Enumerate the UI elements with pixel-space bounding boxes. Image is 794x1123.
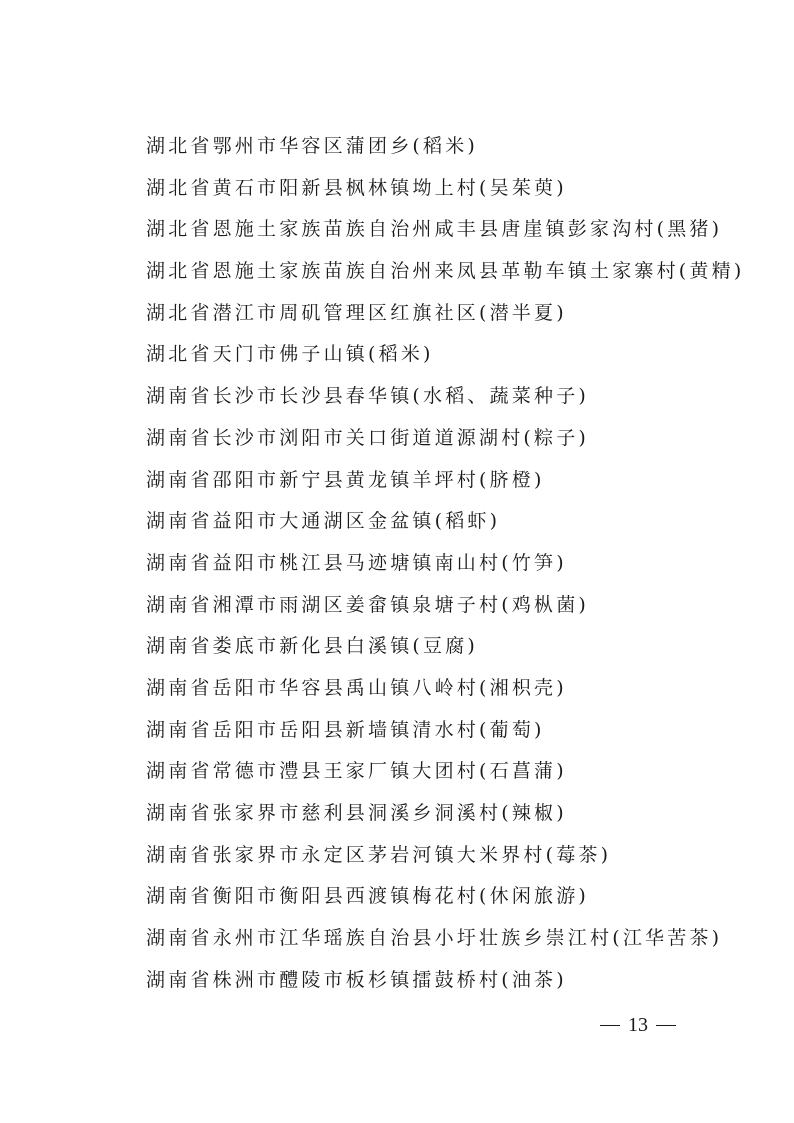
list-item: 湖南省衡阳市衡阳县西渡镇梅花村(休闲旅游)	[146, 885, 590, 908]
list-item: 湖南省岳阳市岳阳县新墙镇清水村(葡萄)	[146, 718, 545, 741]
list-item: 湖北省恩施土家族苗族自治州来凤县革勒车镇土家寨村(黄精)	[146, 260, 745, 283]
list-item: 湖北省鄂州市华容区蒲团乡(稻米)	[146, 135, 479, 157]
page-footer	[598, 1010, 678, 1040]
list-item: 湖南省湘潭市雨湖区姜畲镇泉塘子村(鸡枞菌)	[146, 593, 590, 616]
list-item: 湖南省邵阳市新宁县黄龙镇羊坪村(脐橙)	[146, 468, 545, 491]
list-item: 湖南省永州市江华瑶族自治县小圩壮族乡崇江村(江华苦茶)	[146, 927, 723, 950]
footer-dash-right	[656, 1025, 676, 1026]
page-number: 13	[628, 1013, 648, 1036]
list-item: 湖南省常德市澧县王家厂镇大团村(石菖蒲)	[146, 760, 567, 783]
list-item: 湖北省潜江市周矶管理区红旗社区(潜半夏)	[146, 301, 567, 324]
list-item: 湖南省张家界市慈利县洞溪乡洞溪村(辣椒)	[146, 802, 567, 824]
list-item: 湖北省恩施土家族苗族自治州咸丰县唐崖镇彭家沟村(黑猪)	[146, 218, 723, 241]
list-item: 湖南省张家界市永定区茅岩河镇大米界村(莓茶)	[146, 843, 612, 866]
list-item: 湖南省长沙市长沙县春华镇(水稻、蔬菜种子)	[146, 385, 590, 408]
list-item: 湖南省岳阳市华容县禹山镇八岭村(湘枳壳)	[146, 676, 567, 699]
list-item: 湖南省长沙市浏阳市关口街道道源湖村(粽子)	[146, 426, 590, 449]
list-item: 湖南省娄底市新化县白溪镇(豆腐)	[146, 635, 479, 658]
list-item: 湖北省天门市佛子山镇(稻米)	[146, 343, 434, 366]
village-entry-list	[146, 129, 766, 1004]
list-item: 湖北省黄石市阳新县枫林镇坳上村(吴茱萸)	[146, 176, 567, 199]
list-item: 湖南省益阳市桃江县马迹塘镇南山村(竹笋)	[146, 551, 567, 574]
list-item: 湖南省株洲市醴陵市板杉镇擂鼓桥村(油茶)	[146, 968, 567, 991]
list-item: 湖南省益阳市大通湖区金盆镇(稻虾)	[146, 510, 501, 533]
footer-dash-left	[600, 1025, 620, 1026]
